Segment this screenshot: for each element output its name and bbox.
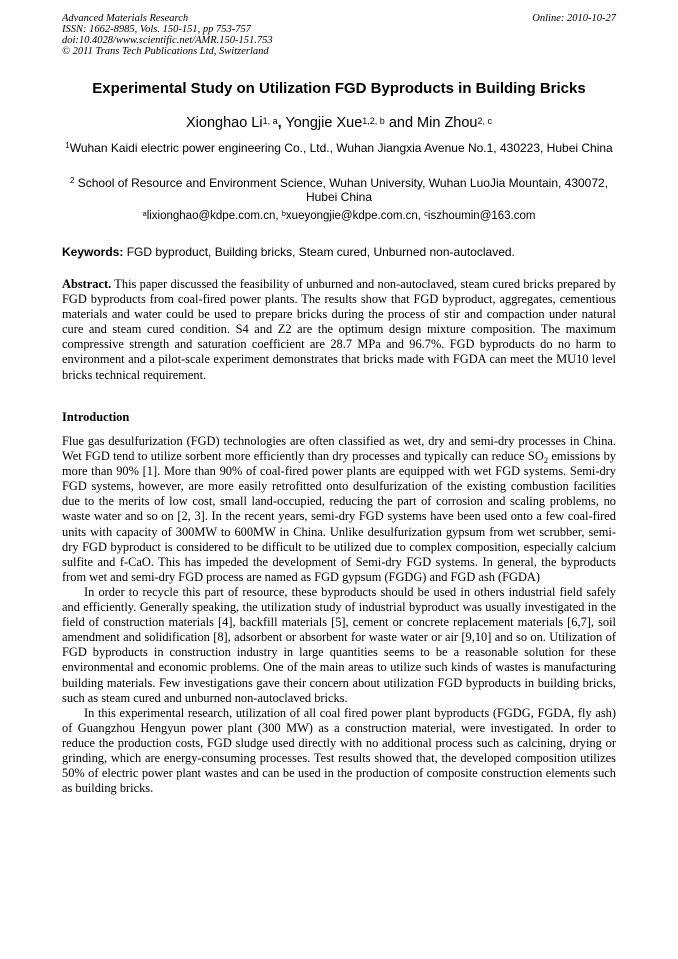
- introduction-heading: Introduction: [62, 410, 130, 424]
- author-line: [40, 114, 638, 132]
- email-c-sup: c: [424, 209, 428, 218]
- affiliation-1: [62, 141, 616, 155]
- online-date: [532, 13, 616, 24]
- email-b: xueyongjie@kdpe.com.cn,: [285, 210, 425, 222]
- intro-paragraph-1: [62, 434, 616, 585]
- author-emails: [40, 209, 638, 223]
- author-1: Xionghao Li: [185, 115, 263, 131]
- email-a: lixionghao@kdpe.com.cn,: [146, 210, 282, 222]
- journal-name: Advanced Materials Research: [62, 13, 189, 24]
- keywords-text: FGD byproduct, Building bricks, Steam cured, Unburned non-autoclaved.: [123, 245, 515, 259]
- email-a-sup: a: [142, 209, 147, 218]
- abstract-label: Abstract.: [62, 277, 112, 291]
- keywords: [62, 245, 616, 260]
- intro-paragraph-3: In this experimental research, utilization of all coal fired power plant byproducts (FGDG, FGDA, fly ash) of Guangzhou Hengyun power plant (300 MW) as a construction material, were investigated. In order to reduce the production costs, FGD sludge used directly with no additional process such as calcining, drying or grinding, which are energy-consuming processes. Test results showed that, the developed composition utilizes 50% of electric power plant wastes and can be used in the production of composite construction elements such as building bricks.: [62, 705, 616, 796]
- intro-paragraph-2: In order to recycle this part of resource, these byproducts should be used in others industrial field safely and efficiently. Generally speaking, the utilization study of industrial byproduct was usually investigated in the field of construction materials [4], backfill materials [5], cement or concrete replacement materials [6,7], soil amendment and solidification [8], adsorbent or absorbent for waste water or air [9,10] and so on. Utilization of FGD byproducts in construction industry in large quantities seems to be a reasonable solution for these environmental and economic problems. One of the main areas to utilize such kinds of wastes is manufacturing building materials. Few investigations gave their concern about utilization FGD byproducts in building bricks, such as steam cured and unburned non-autoclaved bricks.: [62, 584, 616, 705]
- intro-p1-subscript: 2: [543, 455, 549, 466]
- introduction-body: [62, 434, 616, 796]
- author-3-sup: 2, c: [477, 116, 493, 126]
- affiliation-2-text: School of Resource and Environment Science, Wuhan University, Wuhan LuoJia Mountain, 430072, Hubei China: [74, 176, 609, 204]
- affiliation-1-text: Wuhan Kaidi electric power engineering Co., Ltd., Wuhan Jiangxia Avenue No.1, 430223, Hubei China: [69, 141, 613, 155]
- email-b-sup: b: [281, 209, 286, 218]
- author-1-sup: 1, a: [262, 116, 278, 126]
- author-separator: ,: [277, 115, 282, 131]
- author-3: and Min Zhou: [384, 115, 478, 131]
- author-2: Yongjie Xue: [281, 115, 363, 131]
- intro-p1-part-b: emissions by more than 90% [1]. More than 90% of coal-fired power plants are equipped with wet FGD systems. Semi-dry FGD systems, however, are more easily retrofitted onto desulfurization of the existing combustion facilities due to the merits of low cost, small land-occupied, reducing the part of corrosion and scaling problems, no waste water and so on [2, 3]. In the recent years, semi-dry FGD systems have been used onto a few coal-fired units with capacity of 300MW to 600MW in China. Unlike desulfurization gypsum from wet scrubber, semi-dry FGD byproduct is considered to be difficult to be utilized due to complex composition, especially calcium sulfite and f-CaO. This has impeded the development of Semi-dry FGD systems. In general, the byproducts from wet and semi-dry FGD process are named as FGD gypsum (FGDG) and FGD ash (FGDA): [62, 449, 616, 584]
- affiliation-2-sup: 2: [69, 176, 75, 185]
- online-date-text: Online: 2010-10-27: [532, 13, 616, 24]
- email-c: iszhoumin@163.com: [427, 210, 536, 222]
- intro-p1-part-a: Flue gas desulfurization (FGD) technologies are often classified as wet, dry and semi-dry processes in China. Wet FGD tend to utilize sorbent more efficiently than dry processes and typically can reduce SO: [62, 434, 616, 464]
- abstract: [62, 277, 616, 383]
- affiliation-2: [62, 176, 616, 204]
- journal-header: [62, 13, 273, 57]
- paper-title: Experimental Study on Utilization FGD Byproducts in Building Bricks: [92, 80, 586, 97]
- affiliation-1-sup: 1: [65, 141, 70, 150]
- keywords-label: Keywords:: [62, 245, 124, 259]
- author-2-sup: 1,2, b: [362, 116, 385, 126]
- journal-issn: ISSN: 1662-8985, Vols. 150-151, pp 753-757: [62, 24, 251, 35]
- journal-copyright: © 2011 Trans Tech Publications Ltd, Switzerland: [62, 46, 269, 57]
- journal-doi: doi:10.4028/www.scientific.net/AMR.150-151.753: [62, 35, 273, 46]
- abstract-text: This paper discussed the feasibility of unburned and non-autoclaved, steam cured bricks prepared by FGD byproducts from coal-fired power plants. The results show that FGD byproduct, aggregates, cementious materials and water could be used to prepare bricks during the process of stir and compaction under natural cure and steam cured condition. S4 and Z2 are the optimum design mixture composition. The maximum compressive strength and saturation coefficient are 28.7 MPa and 96.7%. FGD byproducts do no harm to environment and a pilot-scale experiment demonstrates that bricks made with FGDA can meet the MU10 level bricks technical requirement.: [62, 277, 616, 382]
